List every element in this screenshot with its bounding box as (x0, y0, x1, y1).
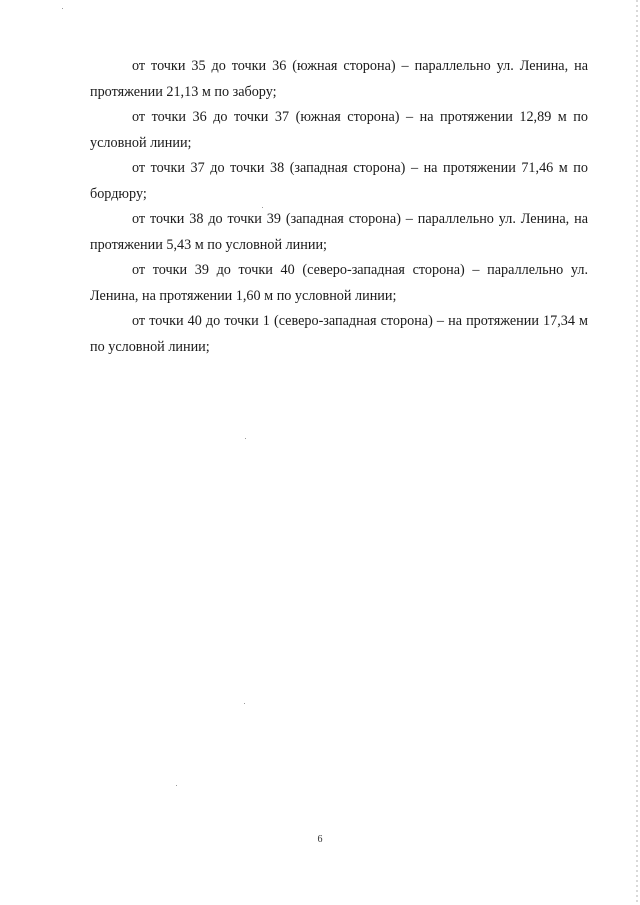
paragraph-segment-40-1: от точки 40 до точки 1 (северо-западная сторона) – на протяжении 17,34 м по условной линии; (90, 313, 588, 355)
paragraph-segment-35-36: от точки 35 до точки 36 (южная сторона) – параллельно ул. Ленина, на протяжении 21,13 м по забору; (90, 58, 588, 100)
scan-speck (176, 785, 177, 786)
scan-speck (262, 207, 263, 208)
document-body (90, 54, 588, 360)
scan-speck (244, 703, 245, 704)
scan-speck (62, 8, 63, 9)
paragraph-segment-38-39: от точки 38 до точки 39 (западная сторона) – параллельно ул. Ленина, на протяжении 5,43 м по условной линии; (90, 211, 588, 253)
scan-speck (245, 438, 246, 439)
paragraph-segment-36-37: от точки 36 до точки 37 (южная сторона) – на протяжении 12,89 м по условной линии; (90, 109, 588, 151)
scan-edge-artifact (636, 0, 638, 905)
paragraph-segment-39-40: от точки 39 до точки 40 (северо-западная сторона) – параллельно ул. Ленина, на протяжении 1,60 м по условной линии; (90, 262, 588, 304)
paragraph-segment-37-38: от точки 37 до точки 38 (западная сторона) – на протяжении 71,46 м по бордюру; (90, 160, 588, 202)
page-number: 6 (317, 834, 323, 845)
